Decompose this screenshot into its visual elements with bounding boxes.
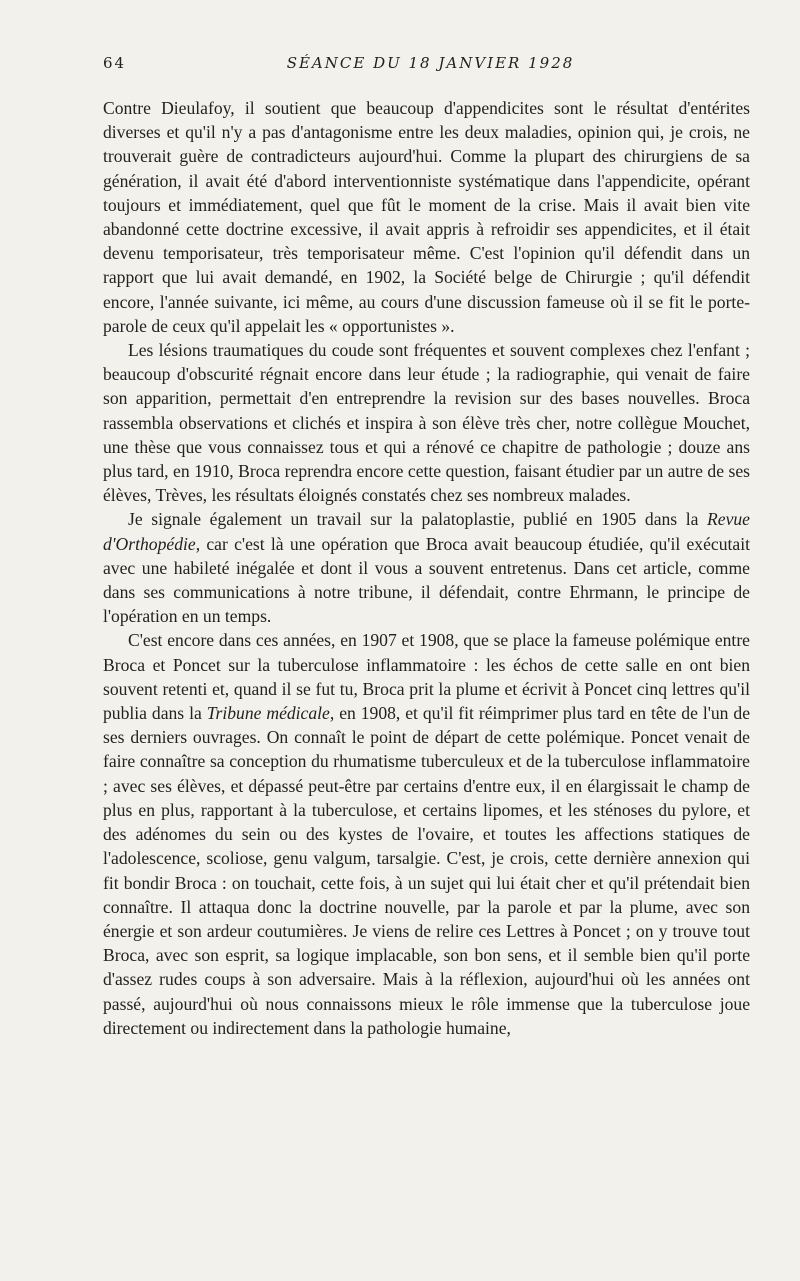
running-title: SÉANCE DU 18 JANVIER 1928 [286, 54, 575, 72]
text-segment: C'est encore dans ces années, en 1907 et 1908, que se place la fameuse polémique entre Broca et Poncet sur la tuberculose inflammatoire : les échos de cette salle en ont bien souvent retenti et, quand il se fut tu, Broca prit la plume et écrivit à Poncet cinq lettres qu'il publia dans la [103, 630, 750, 724]
paragraph [103, 507, 750, 628]
paragraph [103, 96, 750, 338]
page-number: 64 [103, 54, 127, 72]
paragraph [103, 338, 750, 507]
text-segment: Les lésions traumatiques du coude sont fréquentes et souvent complexes chez l'enfant ; beaucoup d'obscurité régnait encore dans leur étude ; la radiographie, qui venait de faire son apparition, permettait d'en entreprendre la revision sur des bases nouvelles. Broca rassembla observations et clichés et inspira à son élève très cher, notre collègue Mouchet, une thèse que vous connaissez tous et qui a rénové ce chapitre de pathologie ; douze ans plus tard, en 1910, Broca reprendra encore cette question, faisant étudier par un autre de ses élèves, Trèves, les résultats éloignés constatés chez ses nombreux malades. [103, 340, 750, 506]
page-header [103, 54, 758, 82]
text-segment: Je signale également un travail sur la palatoplastie, publié en 1905 dans la [128, 509, 708, 530]
text-segment: , en 1908, et qu'il fit réimprimer plus tard en tête de l'un de ses derniers ouvrages. On connaît le point de départ de cette polémique. Poncet venait de faire connaître sa conception du rhumatisme tuberculeux et de la tuberculose inflammatoire ; avec ses élèves, et dépassé peut-être par certains d'entre eux, il en élargissait le champ de plus en plus, rapportant à la tuberculose, et certains lipomes, et les sténoses du pylore, et des adénomes du sein ou des kystes de l'ovaire, et toutes les affections statiques de l'adolescence, scoliose, genu valgum, tarsalgie. C'est, je crois, cette dernière annexion qui fit bondir Broca : on touchait, cette fois, à un sujet qui lui était cher et qu'il prétendait bien connaître. Il attaqua donc la doctrine nouvelle, par la parole et par la plume, avec son énergie et son ardeur coutumières. Je viens de relire ces Lettres à Poncet ; on y trouve tout Broca, avec son esprit, sa logique implacable, son bon sens, et il semble bien qu'il porte d'assez rudes coups à son adversaire. Mais à la réflexion, aujourd'hui où les années ont passé, aujourd'hui où nous connaissons mieux le rôle immense que la tuberculose joue directement ou indirectement dans la pathologie humaine, [103, 703, 750, 1038]
italic-title: Revue d'Orthopédie [103, 509, 750, 554]
paragraph [103, 628, 750, 1039]
text-segment: Contre Dieulafoy, il soutient que beaucoup d'appendicites sont le résultat d'entérites diverses et qu'il n'y a pas d'antagonisme entre les deux maladies, opinion qui, je crois, ne trouverait guère de contradicteurs aujourd'hui. Comme la plupart des chirurgiens de sa génération, il avait été d'abord interventionniste systématique dans l'appendicite, opérant toujours et immédiatement, quel que fût le moment de la crise. Mais il avait bien vite abandonné cette doctrine excessive, il avait appris à refroidir ses appendicites, et il était devenu temporisateur, très temporisateur même. C'est l'opinion qu'il défendit dans un rapport que lui avait demandé, en 1902, la Société belge de Chirurgie ; qu'il défendit encore, l'année suivante, ici même, au cours d'une discussion fameuse où il se fit le porte-parole de ceux qu'il appelait les « opportunistes ». [103, 98, 750, 336]
text-segment: , car c'est là une opération que Broca avait beaucoup étudiée, qu'il exécutait avec une habileté inégalée et dont il vous a souvent entretenus. Dans cet article, comme dans ses communications à notre tribune, il défendait, contre Ehrmann, le principe de l'opération en un temps. [103, 533, 750, 627]
body-text [103, 96, 750, 1040]
italic-title: Tribune médicale [206, 703, 330, 724]
